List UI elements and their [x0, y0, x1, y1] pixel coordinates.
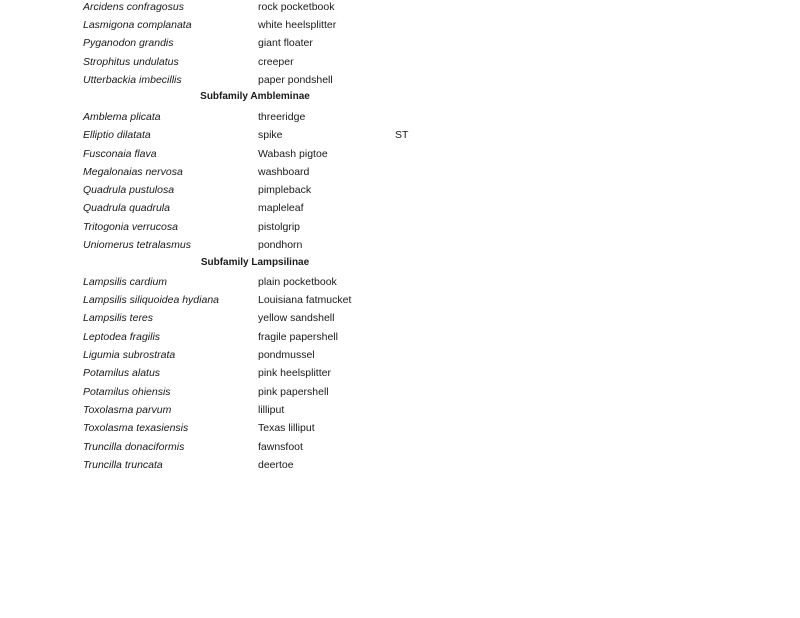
table-row: [0, 291, 800, 309]
scientific-name: Quadrula pustulosa: [83, 184, 175, 196]
table-row: [0, 0, 800, 16]
common-name: fragile papershell: [258, 331, 338, 343]
table-row: [0, 181, 800, 199]
common-name: fawnsfoot: [258, 441, 303, 453]
common-name: pistolgrip: [258, 221, 301, 233]
table-row: [0, 309, 800, 327]
scientific-name: Elliptio dilatata: [83, 129, 151, 141]
common-name: white heelsplitter: [258, 19, 337, 31]
common-name: creeper: [258, 56, 294, 68]
table-row: [0, 419, 800, 437]
table-row: [0, 163, 800, 181]
common-name: deertoe: [258, 459, 294, 471]
common-name: Louisiana fatmucket: [258, 294, 352, 306]
scientific-name: Tritogonia verrucosa: [83, 221, 178, 233]
table-row: [0, 401, 800, 419]
common-name: plain pocketbook: [258, 276, 337, 288]
common-name: rock pocketbook: [258, 1, 335, 13]
common-name: lilliput: [258, 404, 285, 416]
scientific-name: Uniomerus tetralasmus: [83, 239, 191, 251]
table-row: [0, 108, 800, 126]
table-row: [0, 383, 800, 401]
status-code: ST: [395, 129, 409, 141]
table-row: [0, 346, 800, 364]
common-name: giant floater: [258, 37, 313, 49]
table-row: [0, 53, 800, 71]
scientific-name: Lampsilis teres: [83, 312, 154, 324]
scientific-name: Arcidens confragosus: [83, 1, 184, 13]
common-name: pondmussel: [258, 349, 315, 361]
scientific-name: Amblema plicata: [83, 111, 161, 123]
scientific-name: Truncilla truncata: [83, 459, 163, 471]
common-name: Texas lilliput: [258, 422, 315, 434]
common-name: washboard: [258, 166, 310, 178]
common-name: paper pondshell: [258, 74, 333, 86]
scientific-name: Fusconaia flava: [83, 148, 157, 160]
table-row: [0, 456, 800, 474]
table-row: [0, 126, 800, 144]
table-row: [0, 218, 800, 236]
scientific-name: Strophitus undulatus: [83, 56, 179, 68]
scientific-name: Utterbackia imbecillis: [83, 74, 182, 86]
common-name: spike: [258, 129, 283, 141]
common-name: pondhorn: [258, 239, 303, 251]
scientific-name: Pyganodon grandis: [83, 37, 174, 49]
scientific-name: Toxolasma texasiensis: [83, 422, 189, 434]
common-name: pimpleback: [258, 184, 312, 196]
scientific-name: Lasmigona complanata: [83, 19, 192, 31]
scientific-name: Truncilla donaciformis: [83, 441, 185, 453]
scientific-name: Lampsilis siliquoidea hydiana: [83, 294, 219, 306]
scientific-name: Potamilus alatus: [83, 367, 161, 379]
table-row: [0, 145, 800, 163]
subfamily-heading: Subfamily Ambleminae: [200, 91, 310, 102]
scientific-name: Lampsilis cardium: [83, 276, 168, 288]
scientific-name: Potamilus ohiensis: [83, 386, 171, 398]
table-row: [0, 34, 800, 52]
common-name: mapleleaf: [258, 202, 304, 214]
scientific-name: Quadrula quadrula: [83, 202, 170, 214]
common-name: threeridge: [258, 111, 306, 123]
scientific-name: Leptodea fragilis: [83, 331, 161, 343]
table-row: [0, 236, 800, 254]
scientific-name: Ligumia subrostrata: [83, 349, 176, 361]
table-row: [0, 71, 800, 89]
table-row: [0, 273, 800, 291]
table-row: [0, 438, 800, 456]
scientific-name: Megalonaias nervosa: [83, 166, 183, 178]
table-row: [0, 364, 800, 382]
table-row: [0, 328, 800, 346]
table-row: [0, 199, 800, 217]
subfamily-heading: Subfamily Lampsilinae: [200, 257, 310, 268]
common-name: pink papershell: [258, 386, 329, 398]
scientific-name: Toxolasma parvum: [83, 404, 172, 416]
common-name: yellow sandshell: [258, 312, 335, 324]
common-name: pink heelsplitter: [258, 367, 331, 379]
table-row: [0, 16, 800, 34]
common-name: Wabash pigtoe: [258, 148, 328, 160]
